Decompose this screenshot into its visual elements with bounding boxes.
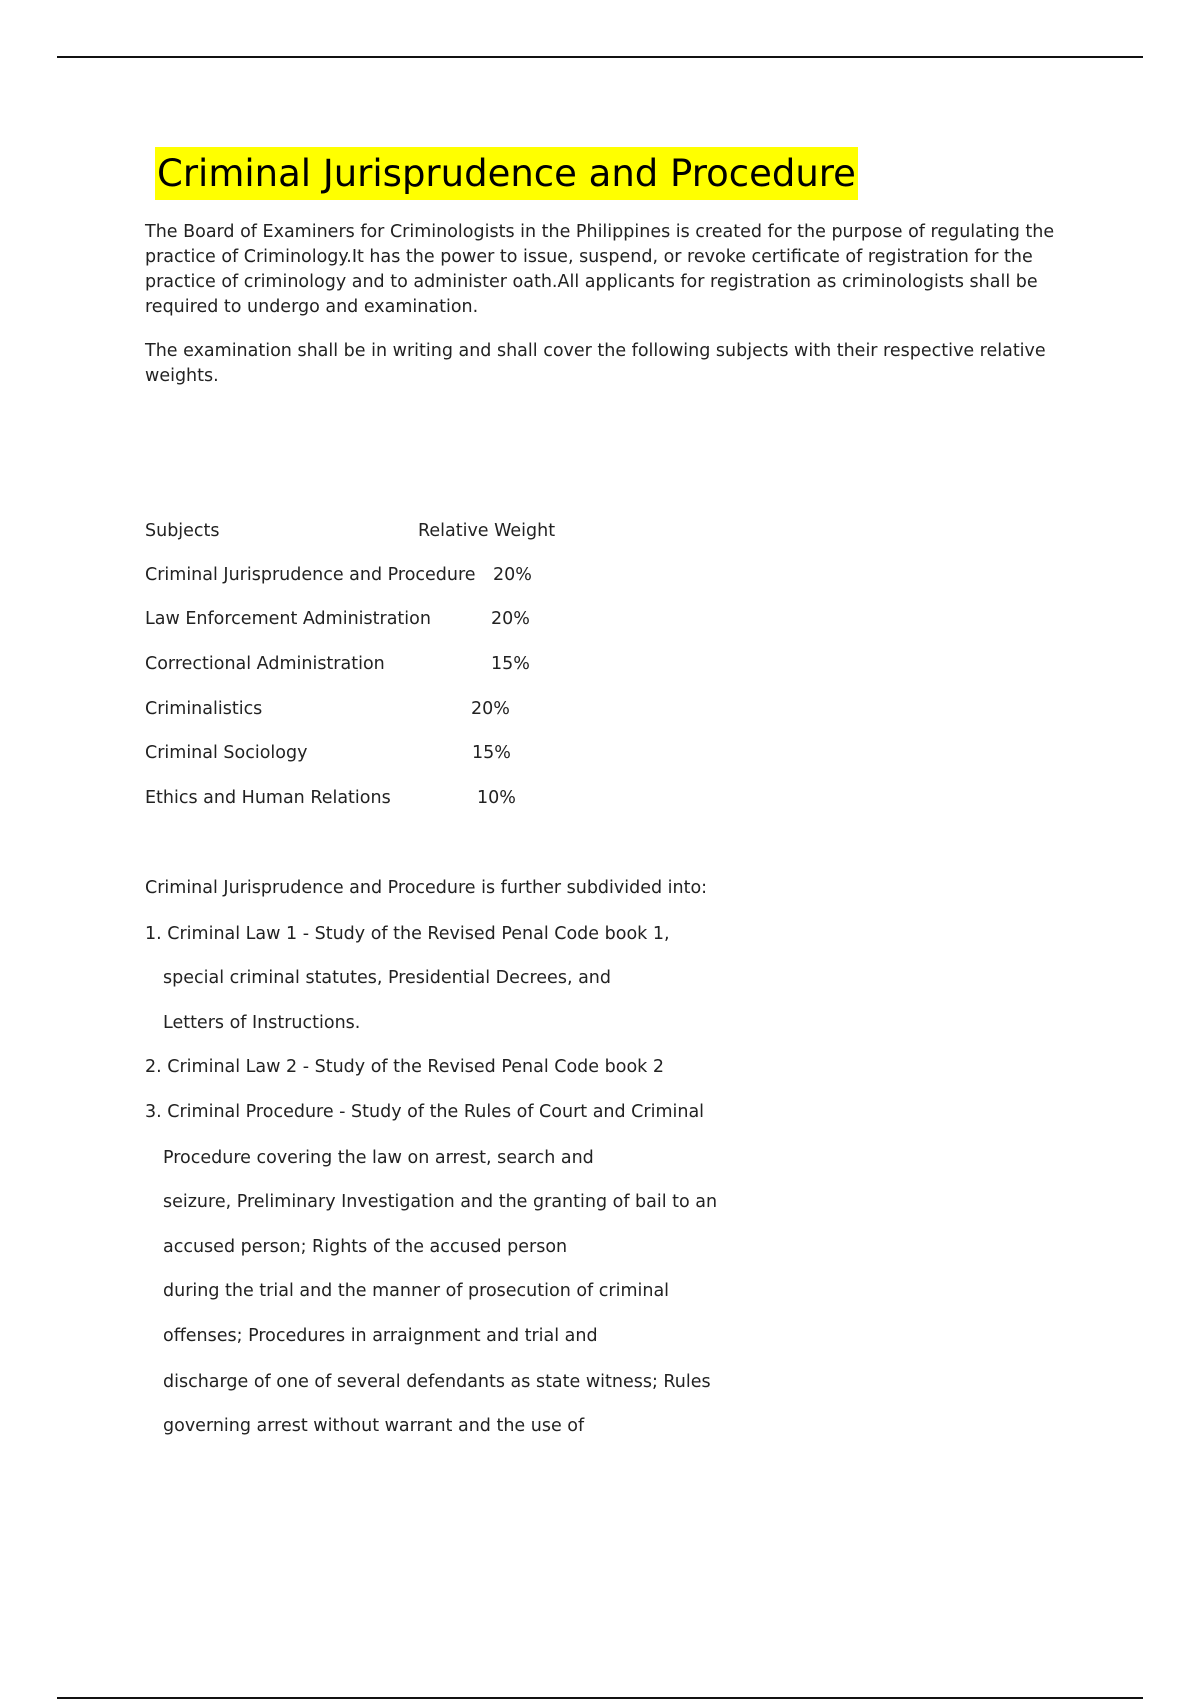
table-row-weight: 20% (471, 699, 510, 719)
bottom-rule (57, 1697, 1143, 1699)
table-row-weight: 20% (493, 565, 532, 585)
list-item: 3. Criminal Procedure - Study of the Rules of Court and Criminal (145, 1102, 705, 1122)
table-row-weight: 10% (477, 788, 516, 808)
table-row-weight: 15% (472, 743, 511, 763)
top-rule (57, 56, 1143, 58)
list-item: special criminal statutes, Presidential Decrees, and (163, 968, 611, 988)
intro-paragraph: The Board of Examiners for Criminologists in the Philippines is created for the purpose of regulating the practice of Criminology.It has the power to issue, suspend, or revoke certificate of registration for the practice of criminology and to administer oath.All applicants for registration as criminologists shall be required to undergo and examination. (145, 222, 1055, 317)
table-header-subject: Subjects (145, 521, 220, 541)
list-item: Letters of Instructions. (163, 1013, 361, 1033)
table-row-weight: 20% (491, 609, 530, 629)
table-row-subject: Criminal Sociology (145, 743, 308, 763)
list-item: during the trial and the manner of prosecution of criminal (163, 1281, 670, 1301)
list-item: 1. Criminal Law 1 - Study of the Revised Penal Code book 1, (145, 924, 670, 944)
list-item: discharge of one of several defendants as state witness; Rules (163, 1372, 711, 1392)
list-item: accused person; Rights of the accused person (163, 1237, 568, 1257)
table-row-weight: 15% (491, 654, 530, 674)
list-item: offenses; Procedures in arraignment and trial and (163, 1326, 598, 1346)
exam-note-paragraph: The examination shall be in writing and shall cover the following subjects with their respective relative weights. (145, 341, 1046, 386)
list-item: 2. Criminal Law 2 - Study of the Revised Penal Code book 2 (145, 1057, 664, 1077)
table-row-subject: Correctional Administration (145, 654, 385, 674)
list-item: seizure, Preliminary Investigation and the granting of bail to an (163, 1192, 718, 1212)
table-row-subject: Ethics and Human Relations (145, 788, 391, 808)
list-item: governing arrest without warrant and the use of (163, 1416, 585, 1436)
table-header-weight: Relative Weight (418, 521, 556, 541)
subdivision-intro: Criminal Jurisprudence and Procedure is further subdivided into: (145, 878, 708, 898)
document-title: Criminal Jurisprudence and Procedure (155, 147, 858, 200)
table-row-subject: Criminalistics (145, 699, 263, 719)
table-row-subject: Criminal Jurisprudence and Procedure (145, 565, 476, 585)
table-row-subject: Law Enforcement Administration (145, 609, 431, 629)
list-item: Procedure covering the law on arrest, search and (163, 1148, 594, 1168)
